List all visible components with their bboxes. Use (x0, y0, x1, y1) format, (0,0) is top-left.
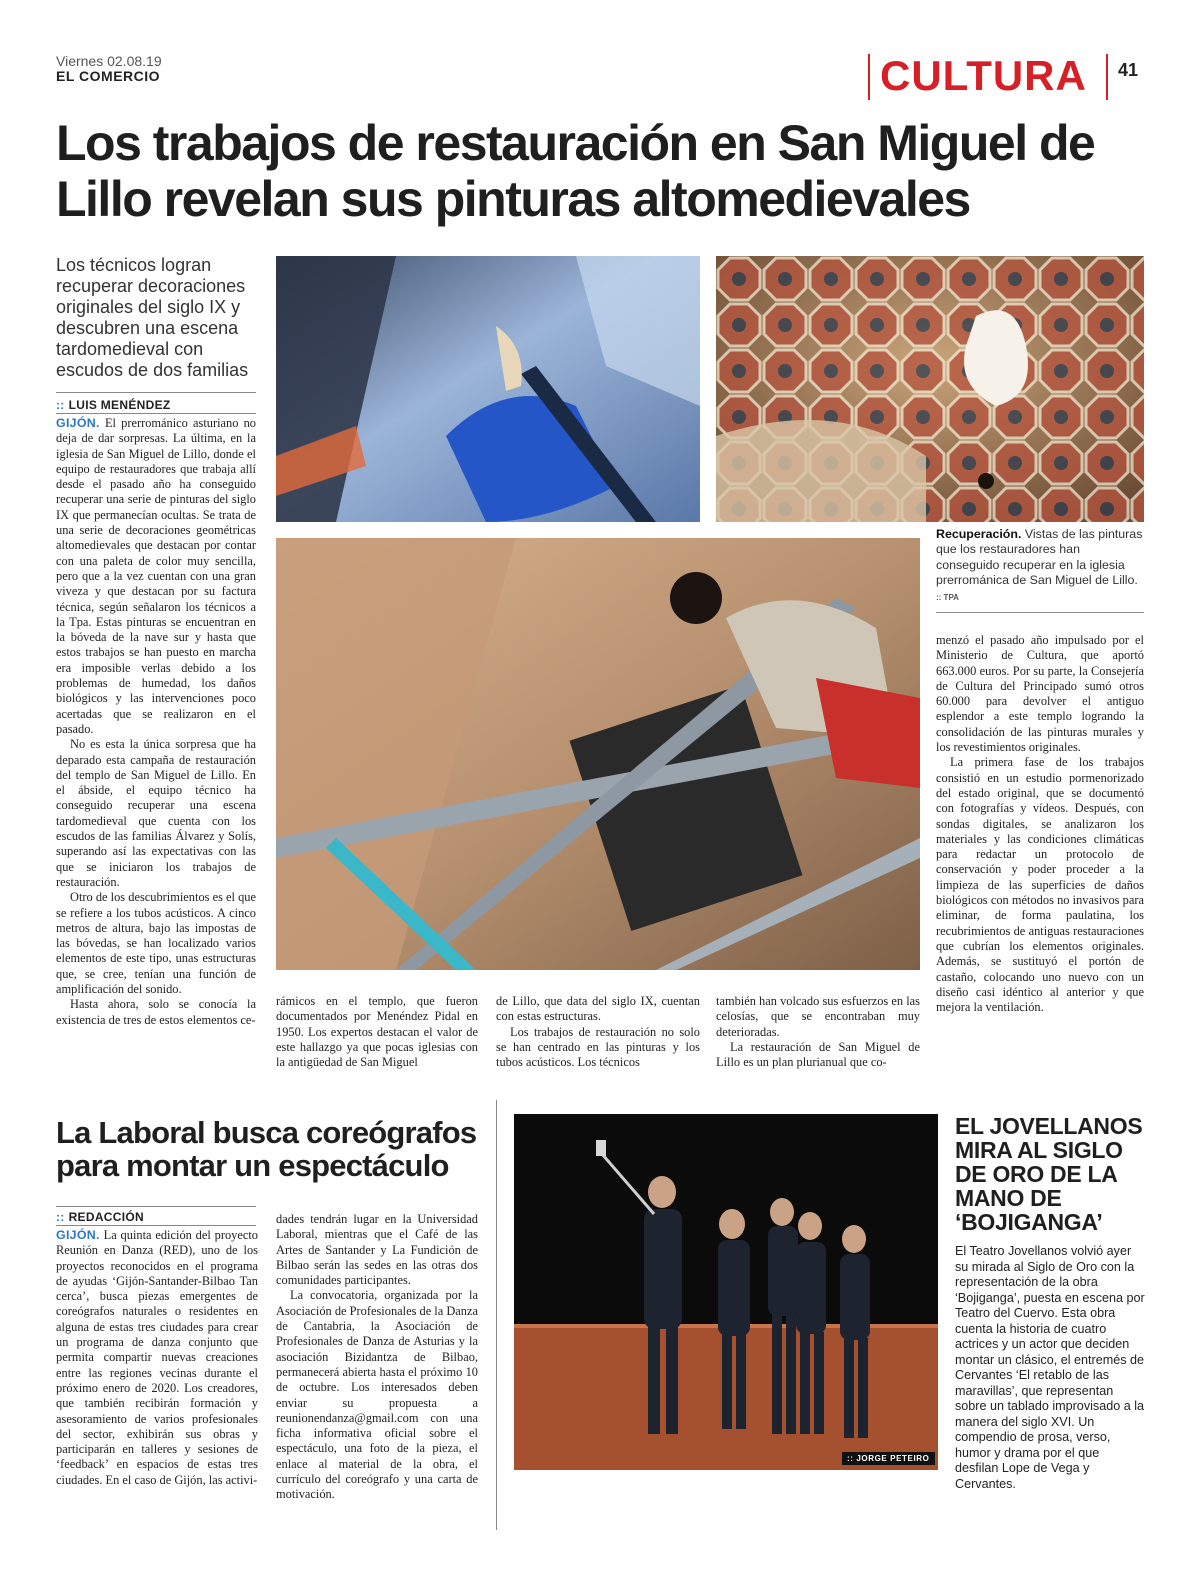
paragraph: Otro de los descubrimientos es el que se refiere a los tubos acústicos. A cinco metros de altura, bajo las impostas de las bóvedas, se han localizado varios elementos de este tipo, unas estructuras que, se cree, tenían una función de amplificación del sonido. (56, 890, 256, 996)
paragraph: GIJÓN. El prerrománico asturiano no deja de dar sorpresas. La última, en la iglesia de San Miguel de Lillo, donde el equipo de restauradores que trabaja allí desde el pasado año ha conseguido recuperar una serie de pinturas del siglo IX que permanecían ocultas. Se trata de una serie de decoraciones geométricas altomedievales que destacan por contar con una paleta de color muy sencilla, pero que a la vez cuentan con una gran viveza y que destacan por su factura técnica, según señalaron los técnicos a la Tpa. Estas pinturas se encuentran en la bóveda de la nave sur y hasta que estos trabajos se han puesto en marcha era imposible verlas debido a los problemas de humedad, los daños biológicos y las intervenciones poco acertadas que se realizaron en el pasado. (56, 416, 256, 736)
byline-rule (56, 413, 256, 414)
main-byline (56, 398, 171, 412)
dateline-city: GIJÓN. (56, 1228, 100, 1242)
paragraph: menzó el pasado año impulsado por el Ministerio de Cultura, que aportó 663.000 euros. Por su parte, la Consejería de Cultura del Principado sumó otros 60.000 para devolver el antiguo esplendor a este templo logrando la consolidación de las pinturas murales y los revestimientos originales. (936, 633, 1144, 755)
section-title: CULTURA (880, 52, 1087, 99)
main-column-3b (716, 994, 920, 1070)
byline-author: REDACCIÓN (68, 1210, 144, 1224)
jovellanos-headline: EL JOVELLANOS MIRA AL SIGLO DE ORO DE LA MANO DE ‘BOJIGANGA’ (955, 1113, 1143, 1235)
caption-credit: :: TPA (936, 592, 959, 602)
newspaper-name: EL COMERCIO (56, 68, 161, 84)
jovellanos-body: El Teatro Jovellanos volvió ayer su mirada al Siglo de Oro con la representación de la obra ‘Bojiganga’, puesta en escena por Teatro del Cuervo. Esta obra cuenta la historia de cuatro actrices y un actor que deciden montar un clásico, el entremés de Cervantes ‘El retablo de las maravillas’, que representan sobre un tablado improvisado a la manera del siglo XVI. Un compendio de prosa, verso, humor y drama por el que desfilan Lope de Vega y Cervantes. (955, 1244, 1145, 1491)
byline-marker: :: (56, 1210, 65, 1224)
byline-marker: :: (56, 398, 65, 412)
main-headline: Los trabajos de restauración en San Miguel de Lillo revelan sus pinturas altomedievales (56, 115, 1095, 227)
main-column-1 (56, 416, 256, 1028)
paragraph: GIJÓN. La quinta edición del proyecto Reunión en Danza (RED), uno de los proyectos reconocidos en el programa de ayudas ‘Gijón-Santander-Bilbao Tan cerca’, busca piezas emergentes de coreógrafos naturales o residentes en alguna de estas tres ciudades para crear un programa de danza conjunto que permita compartir nuevas creaciones entre las regiones vecinas durante el próximo enero de 2020. Los creadores, que también recibirán formación y asesoramiento de varios profesionales del sector, exhibirán sus obras y participarán en talleres y sesiones de ‘feedback’ en espacios de estas tres ciudades. En el caso de Gijón, las activi- (56, 1228, 258, 1487)
subhead-rule (56, 392, 256, 393)
photo-vault-paintings (716, 256, 1144, 522)
laboral-byline (56, 1210, 144, 1224)
caption-rule (936, 612, 1144, 613)
theatre-photo-credit: :: JORGE PETEIRO (842, 1452, 935, 1465)
laboral-rule-top (56, 1206, 256, 1207)
laboral-rule (56, 1225, 256, 1226)
paragraph: dades tendrán lugar en la Universidad Laboral, mientras que el Café de las Artes de Santander y La Fundición de Bilbao serán las sedes en las otras dos comunidades participantes. (276, 1212, 478, 1288)
sidebar-gap (938, 1114, 939, 1534)
photo-caption (936, 527, 1144, 605)
main-column-3 (496, 994, 700, 1070)
caption-title: Recuperación. (936, 527, 1022, 541)
main-column-4 (936, 633, 1144, 1015)
laboral-column-1 (56, 1228, 258, 1488)
paragraph: también han volcado sus esfuerzos en las celosías, que se encontraban muy deterioradas. (716, 994, 920, 1039)
issue-date: Viernes 02.08.19 (56, 53, 162, 69)
dateline-city: GIJÓN. (56, 416, 100, 430)
main-subhead: Los técnicos logran recuperar decoraciones originales del siglo IX y descubren una escena tardomedieval con escudos de dos familias (56, 255, 249, 380)
paragraph: La primera fase de los trabajos consistió en un estudio pormenorizado del estado original, que se documentó con fotografías y vídeos. Después, con sondas digitales, se analizaron los materiales y las condiciones climáticas para redactar un protocolo de conservación y poder proceder a la limpieza de las superficies de daños biológicos con métodos no invasivos para eliminar, de forma paulatina, los recubrimientos de antiguas restauraciones que cubrían los elementos originales. Además, se sustituyó el portón de castaño, colocando uno nuevo con un diseño casi idéntico al anterior y que mejora la ventilación. (936, 755, 1144, 1015)
laboral-column-2 (276, 1212, 478, 1503)
paragraph: rámicos en el templo, que fueron documentados por Menéndez Pidal en 1950. Los expertos destacan el valor de este hallazgo ya que pocas iglesias con la antigüedad de San Miguel (276, 994, 478, 1070)
byline-author: LUIS MENÉNDEZ (68, 398, 171, 412)
paragraph: La convocatoria, organizada por la Asociación de Profesionales de la Danza de Cantabria, la Asociación de Profesionales de Danza de Asturias y la asociación Bizidantza de Bilbao, permanecerá abierta hasta el próximo 10 de octubre. Los interesados deben enviar su propuesta a reunionendanza@gmail.com con una ficha informativa oficial sobre el espectáculo, una foto de la pieza, el enlace al material de la obra, el currículo del coreógrafo y una carta de motivación. (276, 1288, 478, 1502)
caption-text: Vistas de las pinturas que los restauradores han conseguido recuperar en la iglesia prerrománica de San Miguel de Lillo. (936, 527, 1143, 588)
paragraph: La restauración de San Miguel de Lillo es un plan plurianual que co- (716, 1039, 920, 1070)
paragraph: Hasta ahora, solo se conocía la existencia de tres de estos elementos ce- (56, 997, 256, 1027)
column-divider (496, 1100, 497, 1530)
paragraph: Los trabajos de restauración no solo se han centrado en las pinturas y los tubos acústicos. Los técnicos (496, 1024, 700, 1070)
photo-bojiganga-performance (514, 1114, 938, 1470)
photo-scaffolding-restorer (276, 538, 920, 970)
photo-restorer-glove (276, 256, 700, 522)
main-column-2 (276, 994, 478, 1070)
paragraph: No es esta la única sorpresa que ha deparado esta campaña de restauración del templo de San Miguel de Lillo. En el ábside, el equipo técnico ha conseguido recuperar una escena tardomedieval que cuenta con los escudos de las familias Álvarez y Solís, superando así las expectativas con las que se iniciaron los trabajos de restauración. (56, 737, 256, 889)
laboral-headline: La Laboral busca coreógrafos para montar un espectáculo (56, 1115, 477, 1183)
paragraph: de Lillo, que data del siglo IX, cuentan con estas estructuras. (496, 994, 700, 1024)
page-number: 41 (1118, 60, 1139, 80)
